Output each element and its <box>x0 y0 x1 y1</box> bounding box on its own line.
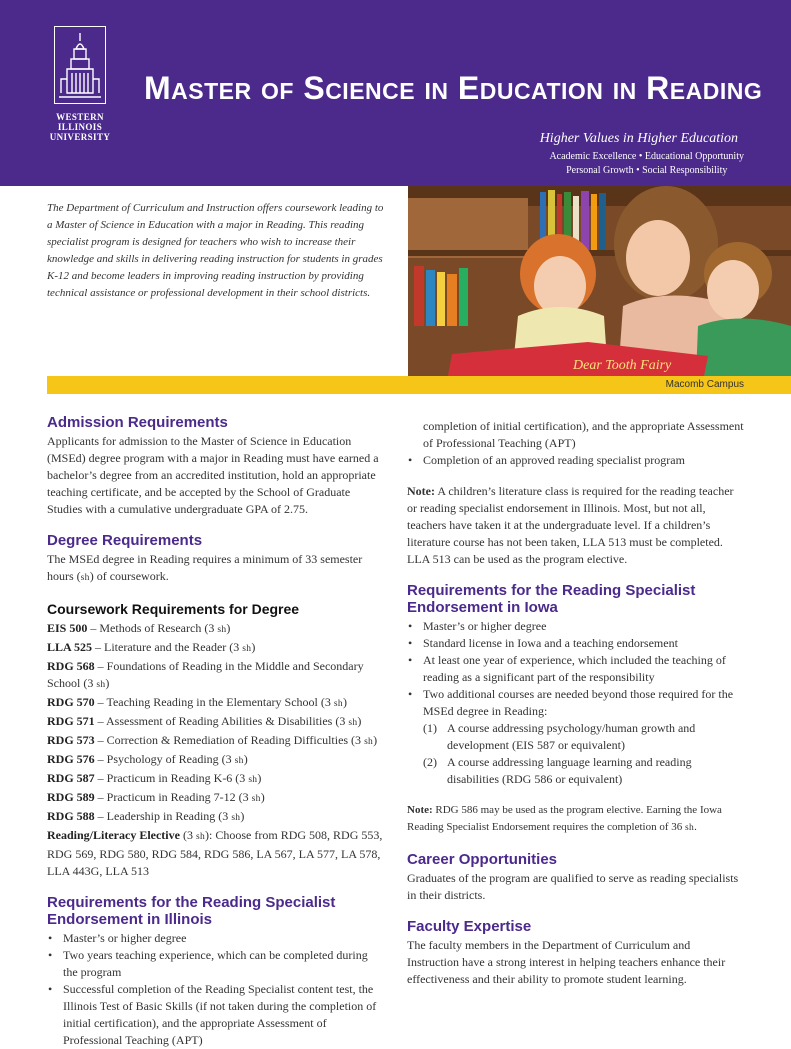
degree-text: The MSEd degree in Reading requires a minimum of 33 semester hours (sh) of coursework. <box>47 552 363 583</box>
iowa-sublist <box>407 720 745 788</box>
course-item: EIS 500 – Methods of Research (3 sh) <box>47 621 231 635</box>
coursework-heading: Coursework Requirements for Degree <box>47 601 300 617</box>
course-item: RDG 570 – Teaching Reading in the Elementary School (3 sh) <box>47 695 347 709</box>
logo-line: WESTERN <box>56 112 104 122</box>
admission-text: Applicants for admission to the Master of Science in Education (MSEd) degree program with a major in Reading must have earned a bachelor’s degree from an accredited institution, hold an appropriate teaching certificate, and be accepted by the School of Graduate Studies with a cumulative undergraduate GPA of 2.75. <box>47 434 379 516</box>
admission-heading: Admission Requirements <box>47 414 228 431</box>
list-item: • Two years teaching experience, which can be completed during the program <box>47 947 385 981</box>
list-item: • Two additional courses are needed beyond those required for the MSEd degree in Reading: <box>407 686 745 720</box>
logo-line: ILLINOIS <box>57 122 103 132</box>
list-item: • Successful completion of the Reading Specialist content test, the Illinois Test of Basic Skills (if not taken during the completion of initial certification), and the appropriate Assessment of Professional Teaching (APT) <box>47 981 385 1015</box>
illinois-heading: Requirements for the Reading Specialist Endorsement in Illinois <box>47 894 336 928</box>
values-statement: Academic Excellence • Educational Opportunity Personal Growth • Social Responsibility <box>549 151 744 176</box>
course-item: RDG 588 – Leadership in Reading (3 sh) <box>47 809 245 823</box>
book-title: Dear Tooth Fairy <box>573 358 672 373</box>
iowa-list <box>407 618 745 720</box>
page-header <box>0 0 791 186</box>
degree-heading: Degree Requirements <box>47 532 203 549</box>
right-column <box>407 418 745 988</box>
list-item: • Standard license in Iowa and a teaching endorsement <box>407 635 745 652</box>
list-item: • Completion of an approved reading specialist program <box>407 452 745 469</box>
campus-label: Macomb Campus <box>665 379 744 390</box>
illinois-list <box>47 930 385 1047</box>
page-title: MASTER OF SCIENCE IN EDUCATION IN READING <box>144 70 763 106</box>
wiu-logo <box>40 26 120 142</box>
note-iowa: Note: RDG 586 may be used as the program elective. Earning the Iowa Reading Specialist Endorsement requires the completion of 36 sh. <box>407 804 722 833</box>
faculty-heading: Faculty Expertise <box>407 918 532 935</box>
faculty-text: The faculty members in the Department of Curriculum and Instruction have a strong interest in helping teachers enhance their effectiveness and their ability to promote student learning. <box>407 938 726 986</box>
iowa-heading: Requirements for the Reading Specialist Endorsement in Iowa <box>407 582 696 616</box>
logo-line: UNIVERSITY <box>49 132 111 142</box>
intro-paragraph: The Department of Curriculum and Instruction offers coursework leading to a Master of Science in Education with a major in Reading. This reading specialist program is designed for teachers who wish to increase their knowledge and skills in delivering reading instruction for students in grades K-12 and become leaders in improving reading instruction by providing technical assistance or professional development in their school districts. <box>47 202 384 299</box>
course-elective: Reading/Literacy Elective (3 sh): Choose from RDG 508, RDG 553, RDG 569, RDG 580, RDG 584, RDG 586, LA 567, LA 577, LA 578, LLA 443G, LLA 513 <box>47 828 383 878</box>
sublist-item: (1) A course addressing psychology/human growth and development (EIS 587 or equivalent) <box>423 721 696 752</box>
tagline: Higher Values in Higher Education <box>539 131 738 146</box>
tower-logo-icon <box>54 26 106 104</box>
list-item: • At least one year of experience, which included the teaching of reading as a significant part of the responsibility <box>407 652 745 686</box>
course-item: RDG 589 – Practicum in Reading 7-12 (3 sh) <box>47 790 265 804</box>
course-item: RDG 568 – Foundations of Reading in the Middle and Secondary School (3 sh) <box>47 659 364 690</box>
course-item: RDG 576 – Psychology of Reading (3 sh) <box>47 752 248 766</box>
list-item-continued: • completion of initial certification), and the appropriate Assessment of Professional Teaching (APT) <box>407 418 745 452</box>
course-item: RDG 573 – Correction & Remediation of Reading Difficulties (3 sh) <box>47 733 378 747</box>
list-item: • Master’s or higher degree <box>47 930 385 947</box>
career-text: Graduates of the program are qualified to serve as reading specialists in their districts. <box>407 871 739 902</box>
gold-band <box>47 376 791 394</box>
note-illinois: Note: A children’s literature class is required for the reading teacher or reading specialist endorsement in Illinois. Most, but not all, teachers have taken it at the undergraduate level. If a children’s literature course has not been taken, LLA 513 must be completed. LLA 513 can be used as the program elective. <box>407 484 734 566</box>
career-heading: Career Opportunities <box>407 851 558 868</box>
left-column <box>47 414 385 1047</box>
course-item: LLA 525 – Literature and the Reader (3 sh) <box>47 640 256 654</box>
reading-photo <box>408 186 791 376</box>
illinois-list-continued <box>407 418 745 469</box>
course-item: RDG 587 – Practicum in Reading K-6 (3 sh) <box>47 771 262 785</box>
course-item: RDG 571 – Assessment of Reading Abilities & Disabilities (3 sh) <box>47 714 362 728</box>
sublist-item: (2) A course addressing language learning and reading disabilities (RDG 586 or equivalent) <box>423 755 692 786</box>
list-item: • Master’s or higher degree <box>407 618 745 635</box>
